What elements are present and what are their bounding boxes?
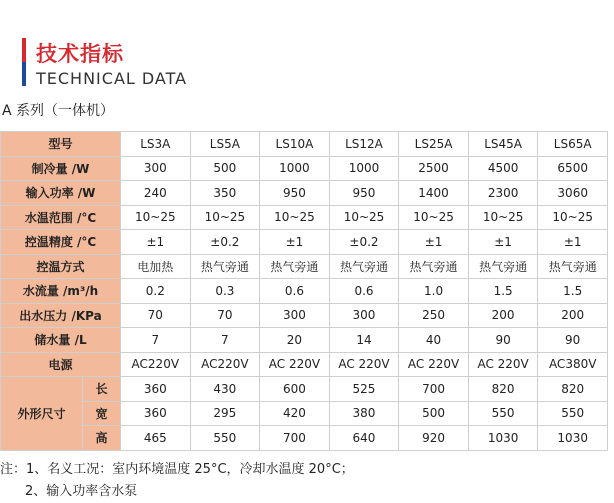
- table-cell: AC 220V: [260, 352, 330, 377]
- table-cell: 热气旁通: [260, 254, 330, 279]
- table-cell: 300: [329, 303, 399, 328]
- table-row: [1, 328, 608, 353]
- table-cell: 电加热: [121, 254, 191, 279]
- table-cell: 500: [399, 401, 469, 426]
- table-cell: ±1: [468, 230, 538, 255]
- table-cell: 热气旁通: [399, 254, 469, 279]
- table-cell: 200: [468, 303, 538, 328]
- table-row: [1, 230, 608, 255]
- table-cell: 70: [121, 303, 191, 328]
- table-cell: 820: [538, 377, 608, 402]
- model-cell: LS25A: [399, 132, 469, 157]
- table-cell: ±0.2: [190, 230, 260, 255]
- row-label: 控温方式: [1, 254, 121, 279]
- row-label: 输入功率 /W: [1, 181, 121, 206]
- table-cell: 10~25: [399, 205, 469, 230]
- row-label: 水流量 /m³/h: [1, 279, 121, 304]
- table-cell: 0.6: [329, 279, 399, 304]
- table-cell: 300: [260, 303, 330, 328]
- model-cell: LS3A: [121, 132, 191, 157]
- dimension-sub-label: 宽: [83, 401, 121, 426]
- table-row: [1, 401, 608, 426]
- table-cell: 10~25: [190, 205, 260, 230]
- model-cell: LS65A: [538, 132, 608, 157]
- table-cell: 10~25: [121, 205, 191, 230]
- accent-blue: [22, 62, 26, 86]
- table-cell: 14: [329, 328, 399, 353]
- table-cell: 200: [538, 303, 608, 328]
- table-row: [1, 205, 608, 230]
- table-cell: 1.5: [538, 279, 608, 304]
- table-cell: ±0.2: [329, 230, 399, 255]
- table-cell: 热气旁通: [329, 254, 399, 279]
- table-cell: 0.2: [121, 279, 191, 304]
- table-cell: ±1: [538, 230, 608, 255]
- table-cell: 550: [190, 426, 260, 451]
- page-title: 技术指标: [36, 42, 124, 66]
- table-cell: 950: [260, 181, 330, 206]
- table-cell: 1000: [329, 156, 399, 181]
- table-row: [1, 279, 608, 304]
- table-cell: 4500: [468, 156, 538, 181]
- table-cell: 700: [399, 377, 469, 402]
- dimension-sub-label: 长: [83, 377, 121, 402]
- row-label: 电源: [1, 352, 121, 377]
- table-cell: 40: [399, 328, 469, 353]
- table-row: [1, 181, 608, 206]
- table-row: [1, 352, 608, 377]
- table-row: [1, 156, 608, 181]
- row-label: 制冷量 /W: [1, 156, 121, 181]
- table-cell: 10~25: [260, 205, 330, 230]
- table-cell: 90: [538, 328, 608, 353]
- notes: [0, 459, 354, 503]
- table-cell: 6500: [538, 156, 608, 181]
- table-cell: 0.3: [190, 279, 260, 304]
- table-cell: ±1: [121, 230, 191, 255]
- table-cell: 360: [121, 401, 191, 426]
- table-cell: 1.5: [468, 279, 538, 304]
- table-cell: 640: [329, 426, 399, 451]
- table-cell: 350: [190, 181, 260, 206]
- table-cell: 热气旁通: [190, 254, 260, 279]
- table-cell: 70: [190, 303, 260, 328]
- row-label: 水温范围 /°C: [1, 205, 121, 230]
- row-label: 型号: [1, 132, 121, 157]
- table-row: [1, 426, 608, 451]
- table-cell: AC380V: [538, 352, 608, 377]
- table-cell: 0.6: [260, 279, 330, 304]
- table-cell: 7: [190, 328, 260, 353]
- table-cell: AC 220V: [468, 352, 538, 377]
- table-header-row: [1, 132, 608, 157]
- table-cell: 920: [399, 426, 469, 451]
- table-cell: 550: [468, 401, 538, 426]
- table-cell: 90: [468, 328, 538, 353]
- page-subtitle: TECHNICAL DATA: [36, 69, 188, 88]
- table-cell: 10~25: [329, 205, 399, 230]
- row-label: 出水压力 /KPa: [1, 303, 121, 328]
- table-cell: 10~25: [538, 205, 608, 230]
- table-cell: 465: [121, 426, 191, 451]
- spec-table: [0, 131, 608, 451]
- table-cell: 950: [329, 181, 399, 206]
- table-cell: 240: [121, 181, 191, 206]
- table-cell: 10~25: [468, 205, 538, 230]
- table-cell: 600: [260, 377, 330, 402]
- dimensions-label: 外形尺寸: [1, 377, 83, 451]
- table-cell: AC220V: [121, 352, 191, 377]
- table-cell: 300: [121, 156, 191, 181]
- model-cell: LS5A: [190, 132, 260, 157]
- table-cell: 250: [399, 303, 469, 328]
- table-cell: AC 220V: [329, 352, 399, 377]
- table-cell: 1000: [260, 156, 330, 181]
- accent-red: [22, 38, 26, 62]
- row-label: 储水量 /L: [1, 328, 121, 353]
- table-row: [1, 303, 608, 328]
- table-cell: 525: [329, 377, 399, 402]
- table-cell: 2500: [399, 156, 469, 181]
- dimension-sub-label: 高: [83, 426, 121, 451]
- table-cell: ±1: [399, 230, 469, 255]
- table-cell: 430: [190, 377, 260, 402]
- table-cell: 360: [121, 377, 191, 402]
- table-cell: 热气旁通: [468, 254, 538, 279]
- table-cell: 3060: [538, 181, 608, 206]
- table-cell: 7: [121, 328, 191, 353]
- table-cell: 295: [190, 401, 260, 426]
- table-cell: 热气旁通: [538, 254, 608, 279]
- table-cell: 1400: [399, 181, 469, 206]
- table-cell: 550: [538, 401, 608, 426]
- table-row: [1, 254, 608, 279]
- note-2: 2、输入功率含水泵: [25, 484, 138, 499]
- table-cell: 700: [260, 426, 330, 451]
- series-label: A 系列（一体机）: [2, 103, 115, 119]
- table-cell: 500: [190, 156, 260, 181]
- table-cell: AC 220V: [399, 352, 469, 377]
- table-cell: 420: [260, 401, 330, 426]
- table-cell: 820: [468, 377, 538, 402]
- model-cell: LS10A: [260, 132, 330, 157]
- table-cell: 20: [260, 328, 330, 353]
- table-cell: 2300: [468, 181, 538, 206]
- table-cell: 1030: [468, 426, 538, 451]
- table-cell: AC220V: [190, 352, 260, 377]
- table-cell: 380: [329, 401, 399, 426]
- table-row: [1, 377, 608, 402]
- title-accent-bar: [22, 38, 26, 86]
- table-cell: 1.0: [399, 279, 469, 304]
- model-cell: LS12A: [329, 132, 399, 157]
- table-cell: 1030: [538, 426, 608, 451]
- row-label: 控温精度 /°C: [1, 230, 121, 255]
- table-cell: ±1: [260, 230, 330, 255]
- model-cell: LS45A: [468, 132, 538, 157]
- note-1: 注：1、名义工况：室内环境温度 25°C，冷却水温度 20°C；: [0, 462, 354, 477]
